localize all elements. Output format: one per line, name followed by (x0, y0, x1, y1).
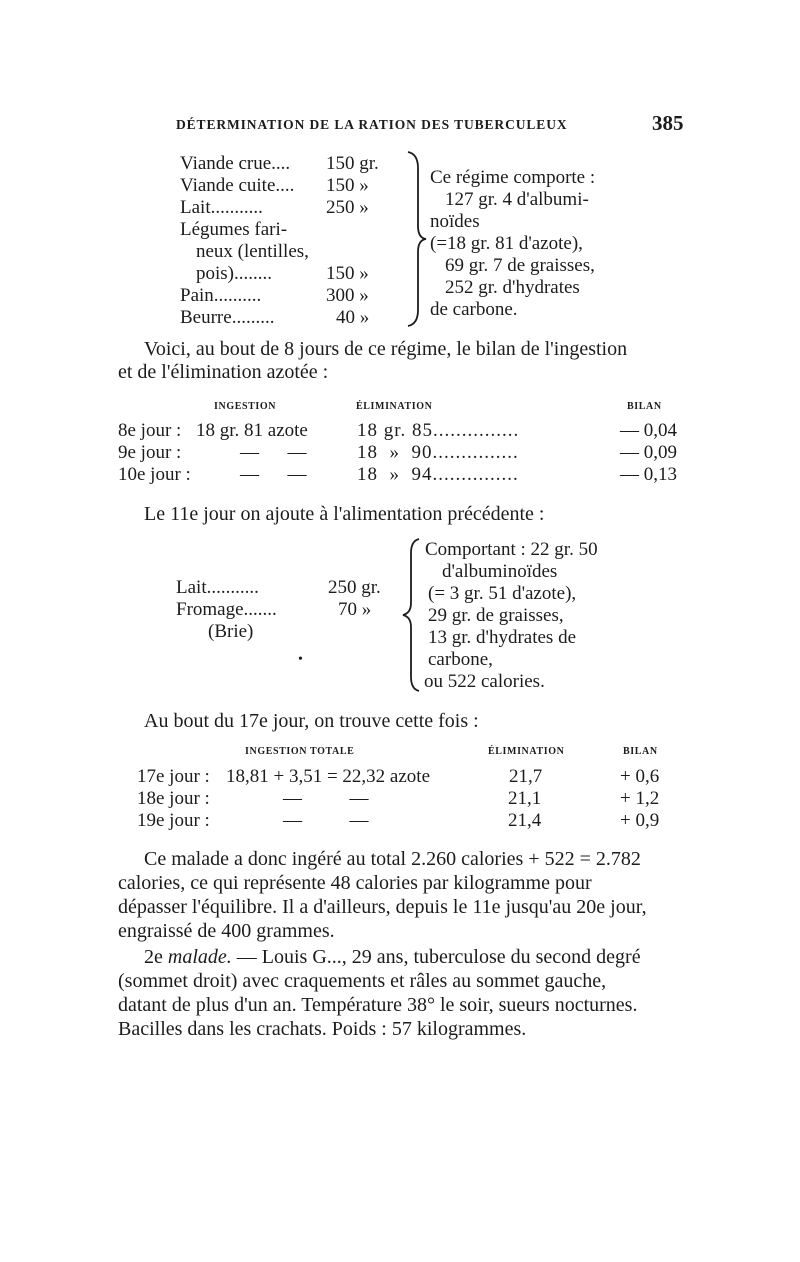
column-header: INGESTION (214, 401, 277, 412)
note-line: carbone, (428, 649, 493, 670)
row-bilan: — 0,09 (620, 442, 677, 463)
paragraph-line: (sommet droit) avec craquements et râles au sommet gauche, (118, 970, 607, 992)
column-header: ÉLIMINATION (488, 746, 565, 757)
row-day: 8e jour : (118, 420, 182, 441)
row-day: 18e jour : (137, 788, 210, 809)
note-line: Ce régime comporte : (430, 167, 596, 188)
food-name: Fromage....... (176, 599, 277, 620)
row-bilan: + 0,6 (620, 766, 660, 787)
food-quantity: 150 gr. (326, 153, 379, 174)
note-line: noïdes (430, 211, 480, 232)
food-name: Lait........... (180, 197, 263, 218)
paragraph-line: Ce malade a donc ingéré au total 2.260 calories + 522 = 2.782 (144, 848, 641, 870)
food-name: pois)........ (196, 263, 272, 284)
food-name: Beurre......... (180, 307, 275, 328)
row-elimination: 21,1 (508, 788, 542, 809)
column-header: ÉLIMINATION (356, 401, 433, 412)
food-name: Pain.......... (180, 285, 262, 306)
curly-brace (401, 537, 425, 693)
bullet-mark: • (298, 652, 303, 667)
paragraph-line: et de l'élimination azotée : (118, 361, 329, 383)
note-line: d'albuminoïdes (442, 561, 558, 582)
row-bilan: + 0,9 (620, 810, 660, 831)
row-ingestion: — — (240, 464, 307, 485)
row-bilan: + 1,2 (620, 788, 660, 809)
paragraph-line: Bacilles dans les crachats. Poids : 57 kilogrammes. (118, 1018, 527, 1040)
paragraph-line: engraissé de 400 grammes. (118, 920, 335, 942)
note-line: (=18 gr. 81 d'azote), (430, 233, 583, 254)
row-ingestion: 18,81 + 3,51 = 22,32 azote (226, 766, 431, 787)
page-number: 385 (652, 111, 684, 135)
paragraph-line (144, 946, 641, 969)
column-header: BILAN (623, 746, 658, 757)
row-ingestion: 18 gr. 81 azote (196, 420, 308, 441)
row-day: 17e jour : (137, 766, 210, 787)
row-ingestion: — — (283, 788, 369, 809)
row-day: 9e jour : (118, 442, 182, 463)
row-ingestion: — — (240, 442, 307, 463)
row-bilan: — 0,04 (620, 420, 677, 441)
row-elimination: 18 gr. 85............... (357, 420, 520, 441)
row-bilan: — 0,13 (620, 464, 677, 485)
food-name: Viande cuite.... (180, 175, 295, 196)
food-quantity: 250 » (326, 197, 369, 218)
row-day: 10e jour : (118, 464, 191, 485)
note-line: Comportant : 22 gr. 50 (425, 539, 598, 560)
note-line: 29 gr. de graisses, (428, 605, 564, 626)
paragraph-line: dépasser l'équilibre. Il a d'ailleurs, depuis le 11e jusqu'au 20e jour, (118, 896, 647, 918)
row-elimination: 18 » 94............... (357, 464, 519, 485)
case-title: malade. (167, 946, 232, 968)
row-elimination: 21,7 (509, 766, 543, 787)
row-ingestion: — — (283, 810, 369, 831)
curly-brace (404, 150, 428, 328)
paragraph-line: calories, ce qui représente 48 calories par kilogramme pour (118, 872, 592, 894)
paragraph-line: datant de plus d'un an. Température 38° le soir, sueurs nocturnes. (118, 994, 638, 1016)
paragraph-line: Le 11e jour on ajoute à l'alimentation précédente : (144, 503, 545, 525)
note-line: (= 3 gr. 51 d'azote), (428, 583, 577, 604)
row-day: 19e jour : (137, 810, 210, 831)
food-quantity: 300 » (326, 285, 369, 306)
case-number: 2e (144, 946, 163, 968)
note-line: 69 gr. 7 de graisses, (445, 255, 595, 276)
row-elimination: 21,4 (508, 810, 542, 831)
row-elimination: 18 » 90............... (357, 442, 519, 463)
food-quantity: 70 » (338, 599, 372, 620)
paragraph-line: Au bout du 17e jour, on trouve cette fois : (144, 710, 479, 732)
food-name: Viande crue.... (180, 153, 291, 174)
food-quantity: 250 gr. (328, 577, 381, 598)
food-name: Lait........... (176, 577, 259, 598)
note-line: 13 gr. d'hydrates de (428, 627, 577, 648)
food-quantity: 150 » (326, 175, 369, 196)
note-line: 252 gr. d'hydrates (445, 277, 580, 298)
column-header: BILAN (627, 401, 662, 412)
column-header: INGESTION TOTALE (245, 746, 355, 757)
running-title: DÉTERMINATION DE LA RATION DES TUBERCULEUX (176, 117, 568, 132)
food-name: neux (lentilles, (196, 241, 309, 262)
note-line: 127 gr. 4 d'albumi- (445, 189, 589, 210)
food-name: Légumes fari- (180, 219, 288, 240)
case-description: — Louis G..., 29 ans, tuberculose du second degré (231, 946, 641, 968)
note-line: de carbone. (430, 299, 518, 320)
note-line: ou 522 calories. (424, 671, 545, 692)
food-quantity: 40 » (336, 307, 370, 328)
food-name: (Brie) (208, 621, 254, 642)
paragraph-line: Voici, au bout de 8 jours de ce régime, le bilan de l'ingestion (144, 338, 628, 360)
food-quantity: 150 » (326, 263, 369, 284)
